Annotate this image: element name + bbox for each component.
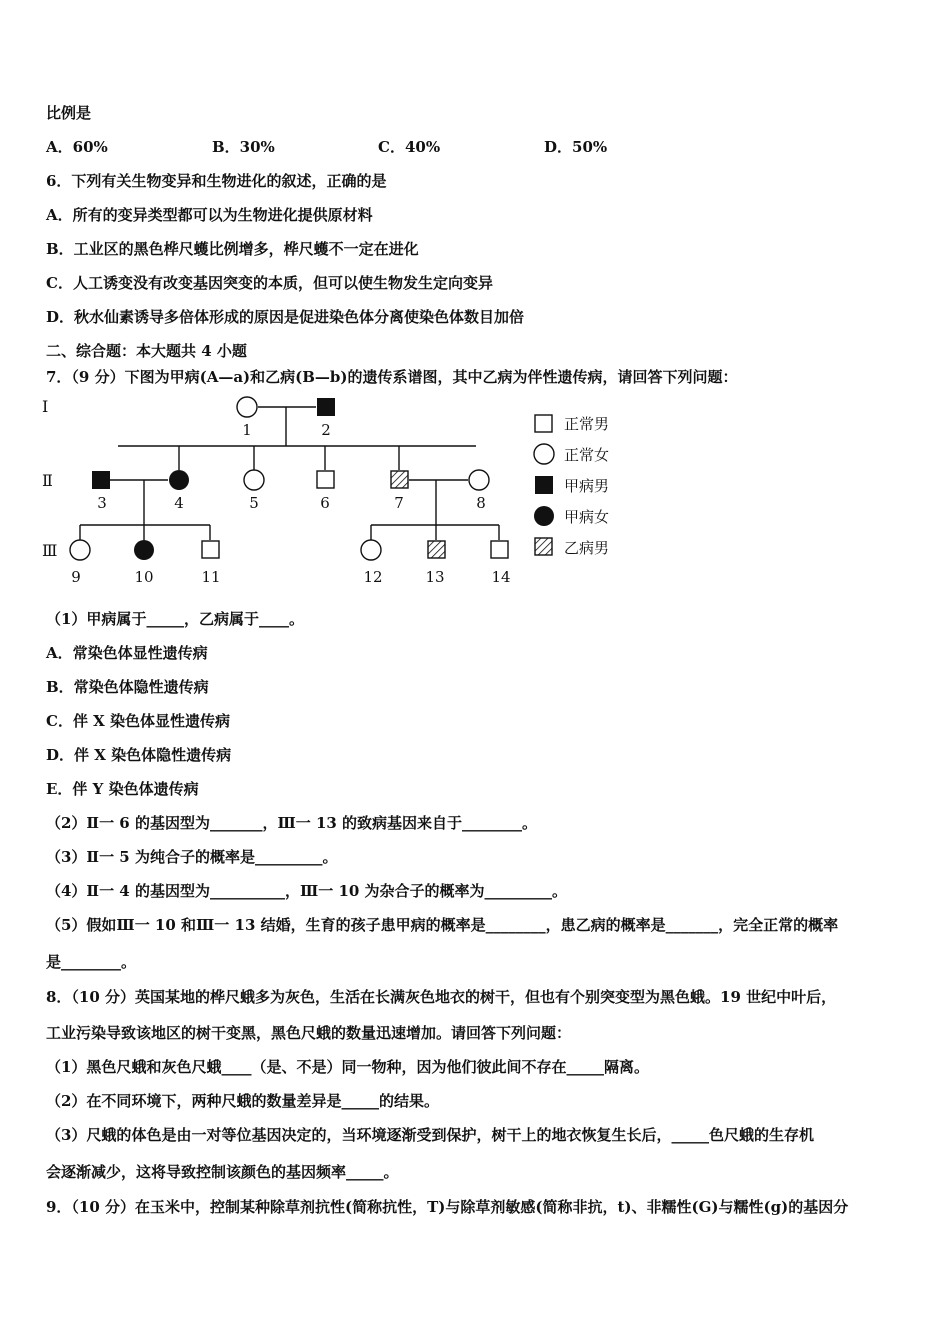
individual-number: 10 — [134, 568, 154, 586]
q7-part5-cont: 是________。 — [46, 953, 137, 971]
individual-number: 13 — [425, 568, 445, 586]
individual-number: 11 — [201, 568, 221, 586]
option-c: C．40% — [378, 138, 441, 156]
individual-number: 5 — [249, 494, 259, 512]
q7-part2: （2）Ⅱ一 6 的基因型为_______，Ⅲ一 13 的致病基因来自于________。 — [46, 814, 538, 832]
generation-label: Ⅱ — [42, 471, 53, 490]
legend-disease-b-male-icon — [535, 538, 552, 555]
individual-11 — [202, 541, 219, 558]
q7-option-d: D．伴 X 染色体隐性遗传病 — [46, 746, 232, 764]
q6-option-d: D．秋水仙素诱导多倍体形成的原因是促进染色体分离使染色体数目加倍 — [46, 308, 525, 326]
individual-number: 6 — [320, 494, 330, 512]
q7-part3: （3）Ⅱ一 5 为纯合子的概率是_________。 — [46, 848, 338, 866]
q8-stem-cont: 工业污染导致该地区的树干变黑，黑色尺蛾的数量迅速增加。请回答下列问题： — [46, 1024, 572, 1042]
individual-number: 4 — [174, 494, 184, 512]
q9-stem: 9．（10 分）在玉米中，控制某种除草剂抗性(简称抗性，T)与除草剂敏感(简称非抗，t)、非糯性(G)与糯性(g)的基因分 — [46, 1198, 849, 1216]
option-a: A．60% — [46, 138, 108, 156]
q7-option-b: B．常染色体隐性遗传病 — [46, 678, 209, 696]
individual-6 — [317, 471, 334, 488]
q6-option-c: C．人工诱变没有改变基因突变的本质，但可以使生物发生定向变异 — [46, 274, 493, 292]
individual-7 — [391, 471, 408, 488]
q8-part2: （2）在不同环境下，两种尺蛾的数量差异是_____的结果。 — [46, 1092, 439, 1110]
individual-9 — [70, 540, 90, 560]
legend-label: 甲病女 — [564, 508, 610, 526]
individual-14 — [491, 541, 508, 558]
q6-option-b: B．工业区的黑色桦尺蠖比例增多，桦尺蠖不一定在进化 — [46, 240, 419, 258]
q6-stem: 6．下列有关生物变异和生物进化的叙述，正确的是 — [46, 172, 387, 190]
pedigree-legend — [532, 405, 632, 565]
q8-part3-cont: 会逐渐减少，这将导致控制该颜色的基因频率_____。 — [46, 1163, 399, 1181]
individual-10 — [134, 540, 154, 560]
generation-label: Ⅰ — [42, 397, 49, 416]
individual-13 — [428, 541, 445, 558]
legend-label: 正常男 — [564, 415, 610, 433]
section-heading: 二、综合题：本大题共 4 小题 — [46, 342, 247, 360]
individual-2 — [317, 398, 335, 416]
individual-3 — [92, 471, 110, 489]
q7-option-a: A．常染色体显性遗传病 — [46, 644, 208, 662]
legend-label: 甲病男 — [564, 477, 610, 495]
text-line: 比例是 — [46, 104, 92, 122]
individual-number: 2 — [321, 421, 331, 439]
individual-number: 7 — [394, 494, 404, 512]
q7-part1: （1）甲病属于_____，乙病属于____。 — [46, 610, 304, 628]
q8-part3: （3）尺蛾的体色是由一对等位基因决定的，当环境逐渐受到保护，树干上的地衣恢复生长后，_____色尺蛾的生存机 — [46, 1126, 814, 1144]
individual-number: 3 — [97, 494, 107, 512]
individual-number: 12 — [363, 568, 383, 586]
individual-5 — [244, 470, 264, 490]
individual-4 — [169, 470, 189, 490]
pedigree-chart — [40, 390, 530, 590]
legend-disease-a-male-icon — [535, 476, 553, 494]
q8-part1: （1）黑色尺蛾和灰色尺蛾____（是、不是）同一物种，因为他们彼此间不存在_____隔离。 — [46, 1058, 649, 1076]
individual-12 — [361, 540, 381, 560]
legend-disease-a-female-icon — [534, 506, 554, 526]
individual-number: 8 — [476, 494, 486, 512]
q6-option-a: A．所有的变异类型都可以为生物进化提供原材料 — [46, 206, 373, 224]
q7-option-e: E．伴 Y 染色体遗传病 — [46, 780, 199, 798]
option-b: B．30% — [212, 138, 275, 156]
legend-normal-male-icon — [535, 415, 552, 432]
q7-part4: （4）Ⅱ一 4 的基因型为__________，Ⅲ一 10 为杂合子的概率为_________。 — [46, 882, 568, 900]
legend-normal-female-icon — [534, 444, 554, 464]
individual-1 — [237, 397, 257, 417]
individual-number: 14 — [491, 568, 511, 586]
individual-8 — [469, 470, 489, 490]
option-d: D．50% — [544, 138, 608, 156]
individual-number: 1 — [242, 421, 252, 439]
q7-option-c: C．伴 X 染色体显性遗传病 — [46, 712, 231, 730]
individual-number: 9 — [71, 568, 81, 586]
q7-stem: 7．（9 分）下图为甲病(A—a)和乙病(B—b)的遗传系谱图，其中乙病为伴性遗传病，请回答下列问题： — [46, 368, 738, 386]
legend-label: 乙病男 — [564, 539, 610, 557]
q7-part5: （5）假如Ⅲ一 10 和Ⅲ一 13 结婚，生育的孩子患甲病的概率是________，患乙病的概率是_______，完全正常的概率 — [46, 916, 839, 934]
generation-label: Ⅲ — [42, 541, 58, 560]
q8-stem: 8．（10 分）英国某地的桦尺蛾多为灰色，生活在长满灰色地衣的树干，但也有个别突变型为黑色蛾。19 世纪中叶后， — [46, 988, 837, 1006]
legend-label: 正常女 — [564, 446, 610, 464]
q5-options — [46, 137, 607, 157]
